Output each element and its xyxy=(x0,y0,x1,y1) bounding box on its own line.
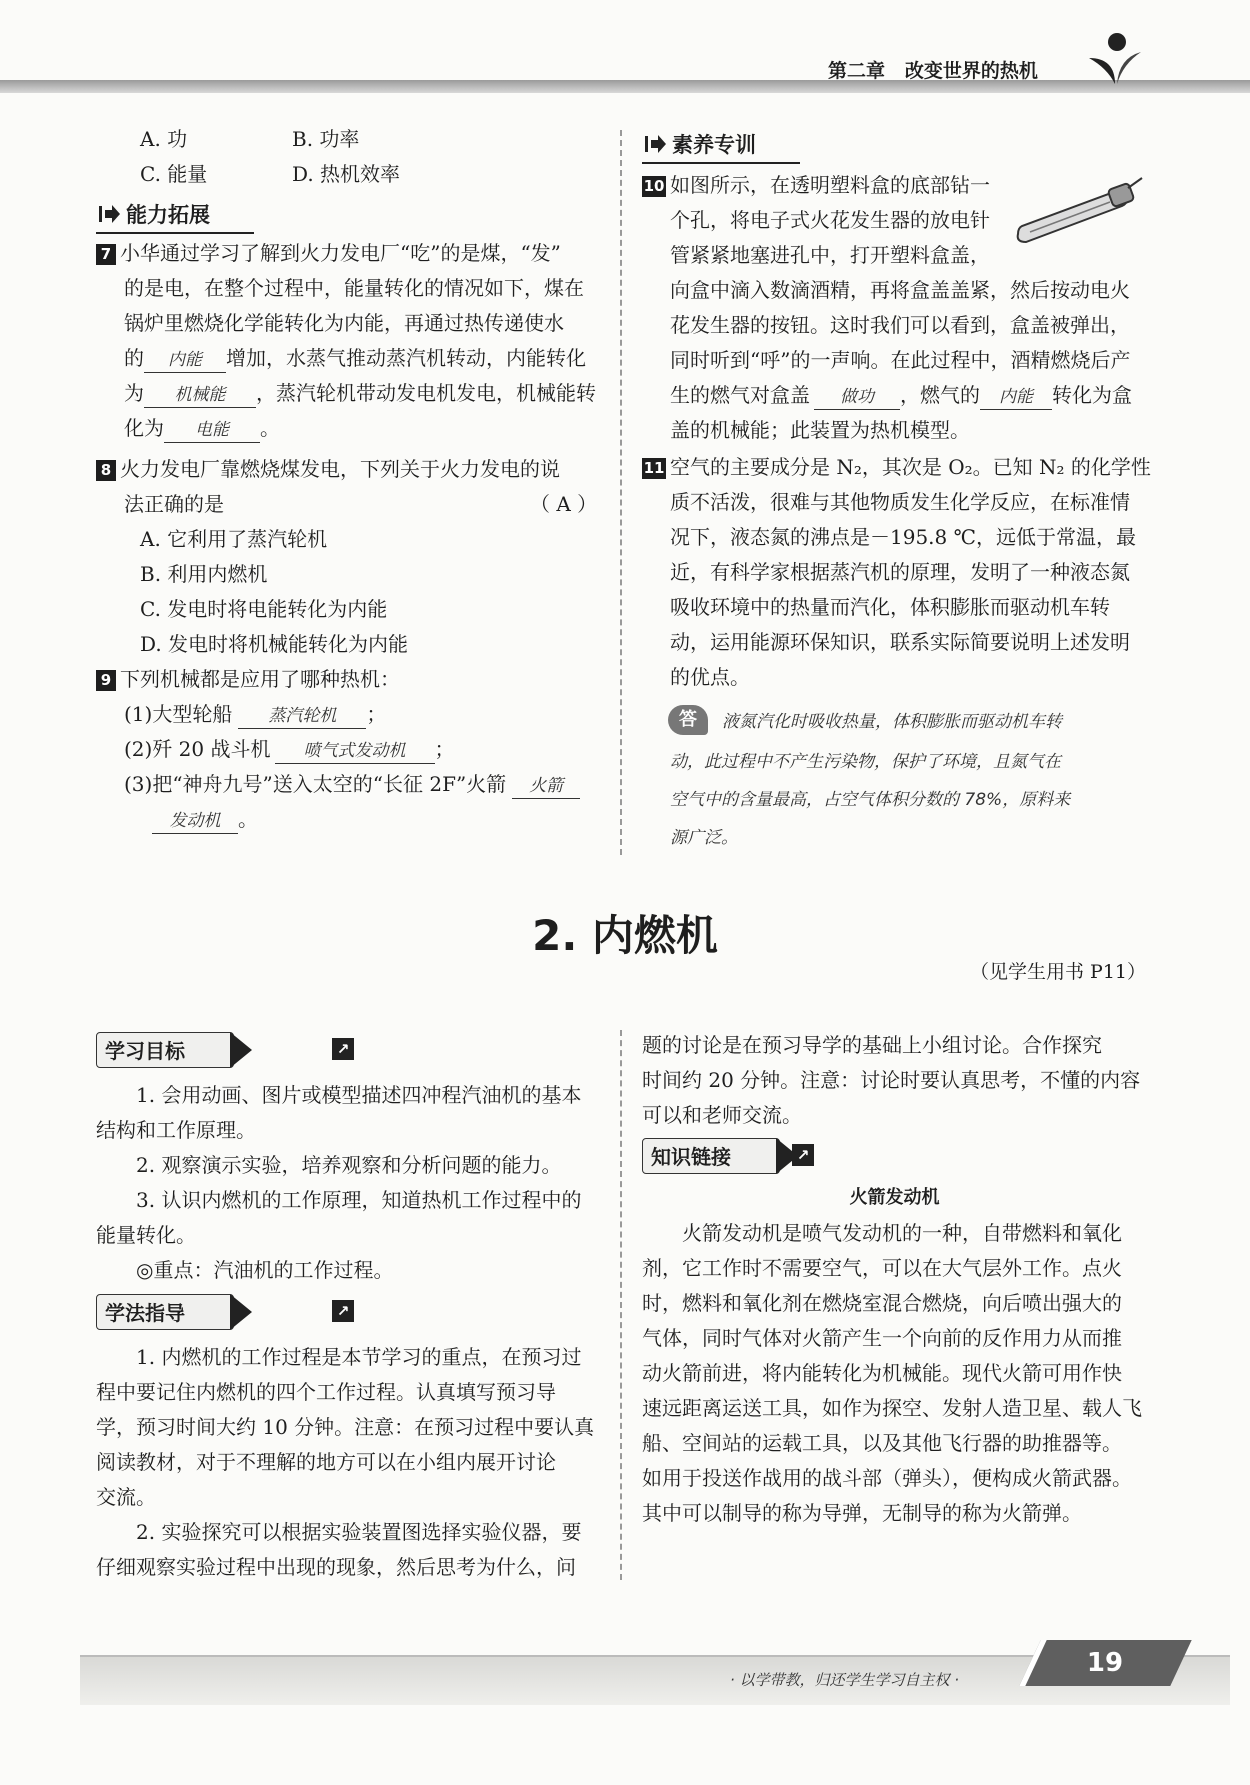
q8-line2: 法正确的是 xyxy=(124,492,224,516)
q7-line3: 锅炉里燃烧化学能转化为内能，再通过热传递使水 xyxy=(124,311,564,335)
q10-answer-2: 内能 xyxy=(980,385,1052,410)
knowledge-line9: 其中可以制导的称为导弹，无制导的称为火箭弹。 xyxy=(642,1501,1082,1525)
q7-answer-3: 电能 xyxy=(164,418,260,443)
q11-line5: 吸收环境中的热量而汽化，体积膨胀而驱动机车转 xyxy=(670,595,1110,619)
q9-line1: 9 下列机械都是应用了哪种热机： xyxy=(96,662,400,697)
tag-label: 学习目标 xyxy=(105,1039,185,1063)
knowledge-line4: 气体，同时气体对火箭产生一个向前的反作用力从而推 xyxy=(642,1326,1122,1350)
objective-key: ◎重点：汽油机的工作过程。 xyxy=(136,1258,394,1282)
q9-sub3: (3)把“神舟九号”送入太空的“长征 2F”火箭 火箭 xyxy=(124,767,580,802)
section-nengli xyxy=(96,198,256,232)
arrow-icon xyxy=(96,201,122,227)
guide-2a: 2. 实验探究可以根据实验装置图选择实验仪器，要 xyxy=(136,1520,582,1544)
knowledge-title: 火箭发动机 xyxy=(849,1187,940,1208)
q10-number: 10 xyxy=(643,177,665,195)
tag-guide xyxy=(96,1294,350,1330)
expand-arrow-icon: ↗ xyxy=(332,1300,354,1322)
knowledge-line5: 动火箭前进，将内能转化为机械能。现代火箭可用作快 xyxy=(642,1361,1122,1385)
tag-objectives xyxy=(96,1032,350,1068)
q7-answer-1: 内能 xyxy=(144,348,226,373)
objective-3b: 能量转化。 xyxy=(96,1223,196,1247)
option-a: A. 功 xyxy=(140,127,188,151)
q9-sub2: (2)歼 20 战斗机 喷气式发动机 ； xyxy=(124,732,455,767)
guide-1d: 阅读教材，对于不理解的地方可以在小组内展开讨论 xyxy=(96,1450,556,1474)
guide-1a: 1. 内燃机的工作过程是本节学习的重点，在预习过 xyxy=(136,1345,582,1369)
q7-line2: 的是电，在整个过程中，能量转化的情况如下，煤在 xyxy=(124,276,584,300)
q9-number: 9 xyxy=(96,670,116,691)
q7-line6: 化为 电能 。 xyxy=(124,411,280,446)
q10-line4: 向盒中滴入数滴酒精，再将盒盖盖紧，然后按动电火 xyxy=(670,278,1130,302)
header-chapter xyxy=(828,56,1038,83)
q9-answer-2: 喷气式发动机 xyxy=(275,739,435,764)
q11-answer-line3: 空气中的含量最高，占空气体积分数的 78%，原料来 xyxy=(670,790,1071,810)
guide-2d: 时间约 20 分钟。注意：讨论时要认真思考，不懂的内容 xyxy=(642,1068,1141,1092)
q10-answer-1: 做功 xyxy=(814,385,900,410)
answer-badge: 答 xyxy=(668,705,708,735)
q10-line8: 盖的机械能；此装置为热机模型。 xyxy=(670,418,970,442)
q10-line5: 花发生器的按钮。这时我们可以看到，盒盖被弹出， xyxy=(670,313,1130,337)
expand-arrow-icon: ↗ xyxy=(792,1144,814,1166)
q8-option-a: A. 它利用了蒸汽轮机 xyxy=(140,527,328,551)
objective-1b: 结构和工作原理。 xyxy=(96,1118,256,1142)
q10-line2: 个孔，将电子式火花发生器的放电针 xyxy=(670,208,990,232)
q10-line6: 同时听到“呼”的一声响。在此过程中，酒精燃烧后产 xyxy=(670,348,1131,372)
q10-line7: 生的燃气对盒盖 做功 ，燃气的 内能 转化为盒 xyxy=(670,378,1132,413)
column-divider-top xyxy=(620,130,622,855)
spark-generator-icon xyxy=(1010,172,1150,252)
q11-number: 11 xyxy=(643,459,665,477)
guide-1b: 程中要记住内燃机的四个工作过程。认真填写预习导 xyxy=(96,1380,556,1404)
knowledge-line7: 船、空间站的运载工具，以及其他飞行器的助推器等。 xyxy=(642,1431,1122,1455)
knowledge-line2: 剂，它工作时不需要空气，可以在大气层外工作。点火 xyxy=(642,1256,1122,1280)
option-d: D. 热机效率 xyxy=(292,162,401,186)
q11-line1: 11 空气的主要成分是 N₂，其次是 O₂。已知 N₂ 的化学性 xyxy=(643,455,1151,479)
section-title: 素养专训 xyxy=(672,133,756,157)
q7-line4: 的 内能 增加，水蒸气推动蒸汽机转动，内能转化 xyxy=(124,341,586,376)
q11-line7: 的优点。 xyxy=(670,665,750,689)
q11-answer-line2: 动，此过程中不产生污染物，保护了环境，且氮气在 xyxy=(670,752,1061,772)
column-divider-bottom xyxy=(620,1030,622,1580)
guide-2b: 仔细观察实验过程中出现的现象，然后思考为什么，问 xyxy=(96,1555,576,1579)
q10-line3: 管紧紧地塞进孔中，打开塑料盒盖， xyxy=(670,243,990,267)
q9-sub1: (1)大型轮船 蒸汽轮机 ； xyxy=(124,697,386,732)
q7-number: 7 xyxy=(96,244,116,265)
objective-2: 2. 观察演示实验，培养观察和分析问题的能力。 xyxy=(136,1153,562,1177)
q8-option-c: C. 发电时将电能转化为内能 xyxy=(140,597,388,621)
logo-icon xyxy=(1085,28,1145,90)
q8-line1: 8 火力发电厂靠燃烧煤发电，下列关于火力发电的说 xyxy=(96,452,560,487)
lesson-reference: （见学生用书 P11） xyxy=(970,961,1147,983)
q11-answer-line4: 源广泛。 xyxy=(670,828,738,848)
q7-answer-2: 机械能 xyxy=(144,383,256,408)
tag-label: 知识链接 xyxy=(651,1145,731,1169)
tag-knowledge xyxy=(642,1138,812,1174)
q9-answer-1: 蒸汽轮机 xyxy=(238,704,366,729)
guide-2c: 题的讨论是在预习导学的基础上小组讨论。合作探究 xyxy=(642,1033,1102,1057)
q9-answer-3a: 火箭 xyxy=(512,774,580,799)
knowledge-line1: 火箭发动机是喷气发动机的一种，自带燃料和氧化 xyxy=(682,1221,1122,1245)
objective-3a: 3. 认识内燃机的工作原理，知道热机工作过程中的 xyxy=(136,1188,582,1212)
tag-label: 学法指导 xyxy=(105,1301,185,1325)
q7-line1: 7 小华通过学习了解到火力发电厂“吃”的是煤，“发” xyxy=(96,236,561,271)
q9-sub3-cont: 发动机 。 xyxy=(152,802,258,837)
objective-1a: 1. 会用动画、图片或模型描述四冲程汽油机的基本 xyxy=(136,1083,582,1107)
section-title: 能力拓展 xyxy=(126,203,210,227)
q8-option-b: B. 利用内燃机 xyxy=(140,562,268,586)
q8-number: 8 xyxy=(96,460,116,481)
option-b: B. 功率 xyxy=(292,127,360,151)
q10-line1: 10 如图所示，在透明塑料盒的底部钻一 xyxy=(643,173,990,197)
guide-1e: 交流。 xyxy=(96,1485,156,1509)
lesson-title: 2. 内燃机 xyxy=(532,911,718,960)
q11-line3: 况下，液态氮的沸点是－195.8 ℃，远低于常温，最 xyxy=(670,525,1136,549)
q11-answer-line1: 液氮汽化时吸收热量，体积膨胀而驱动机车转 xyxy=(722,712,1062,732)
q11-line4: 近，有科学家根据蒸汽机的原理，发明了一种液态氮 xyxy=(670,560,1130,584)
knowledge-line8: 如用于投送作战用的战斗部（弹头），便构成火箭武器。 xyxy=(642,1466,1132,1490)
section-suyang xyxy=(642,128,802,162)
q11-line2: 质不活泼，很难与其他物质发生化学反应，在标准情 xyxy=(670,490,1130,514)
chapter-label: 第二章 xyxy=(828,60,886,82)
q8-option-d: D. 发电时将机械能转化为内能 xyxy=(140,632,409,656)
q8-answer: （ A ） xyxy=(530,492,598,516)
option-c: C. 能量 xyxy=(140,162,208,186)
page-number: 19 xyxy=(1086,1648,1124,1678)
expand-arrow-icon: ↗ xyxy=(332,1038,354,1060)
guide-1c: 学，预习时间大约 10 分钟。注意：在预习过程中要认真 xyxy=(96,1415,595,1439)
q11-line6: 动，运用能源环保知识，联系实际简要说明上述发明 xyxy=(670,630,1130,654)
guide-2e: 可以和老师交流。 xyxy=(642,1103,802,1127)
q9-answer-3b: 发动机 xyxy=(152,809,238,834)
knowledge-line3: 时，燃料和氧化剂在燃烧室混合燃烧，向后喷出强大的 xyxy=(642,1291,1122,1315)
footer-slogan: · 以学带教，归还学生学习自主权 · xyxy=(730,1671,960,1689)
q7-line5: 为 机械能 ，蒸汽轮机带动发电机发电，机械能转 xyxy=(124,376,596,411)
arrow-icon xyxy=(642,131,668,157)
knowledge-line6: 速远距离运送工具，如作为探空、发射人造卫星、载人飞 xyxy=(642,1396,1142,1420)
chapter-title: 改变世界的热机 xyxy=(904,60,1038,82)
header-bar xyxy=(0,80,1250,93)
